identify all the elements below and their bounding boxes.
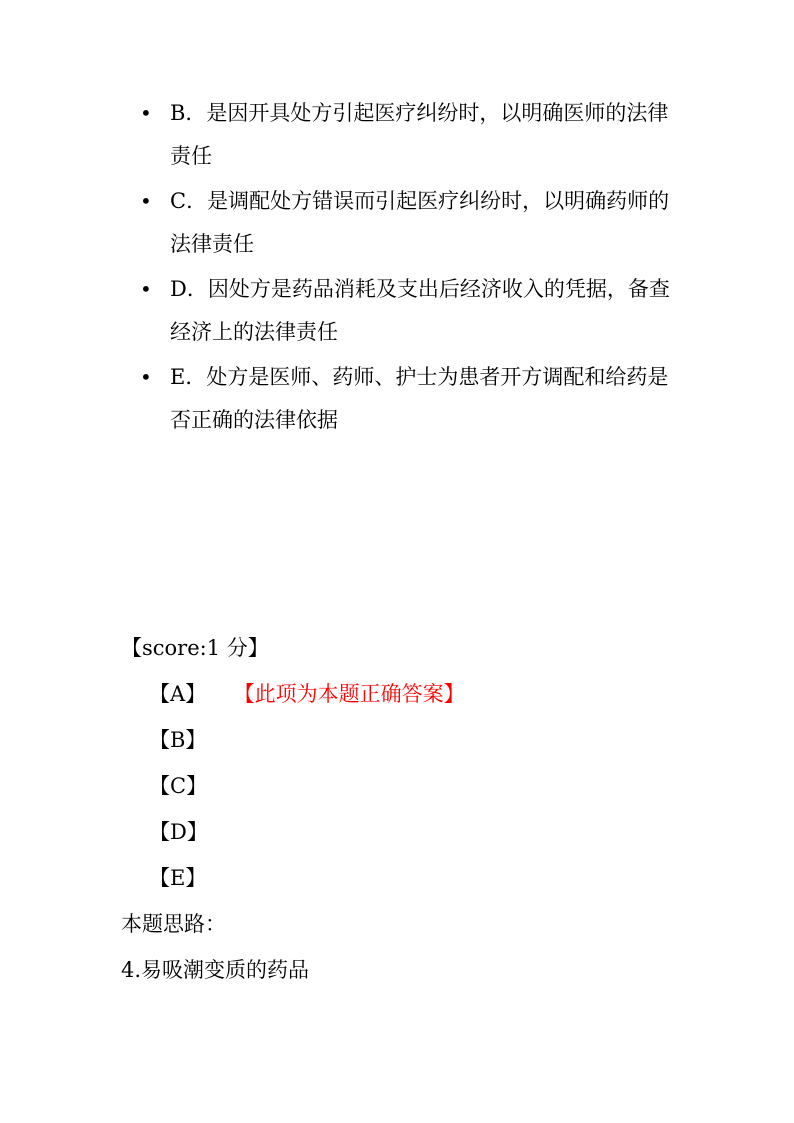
bullet: • — [140, 277, 152, 301]
bullet: • — [140, 365, 152, 389]
option-c — [140, 180, 680, 266]
answer-label: 【B】 — [149, 728, 207, 752]
bullet: • — [140, 101, 152, 125]
option-text: D．因处方是药品消耗及支出后经济收入的凭据，备查经济上的法律责任 — [170, 277, 670, 344]
correct-answer-note: 【此项为本题正确答案】 — [244, 682, 465, 706]
option-text: B．是因开具处方引起医疗纠纷时，以明确医师的法律责任 — [170, 101, 669, 168]
option-text: E．处方是医师、药师、护士为患者开方调配和给药是否正确的法律依据 — [170, 365, 669, 432]
option-list — [140, 92, 680, 444]
answer-row-b — [121, 717, 681, 763]
option-b — [140, 92, 680, 178]
answer-row-a — [121, 671, 681, 717]
answer-label: 【A】 — [149, 682, 207, 706]
answer-label: 【E】 — [149, 866, 207, 890]
answer-label: 【D】 — [149, 820, 208, 844]
explanation-label: 本题思路： — [121, 912, 226, 936]
next-question-title: 4.易吸潮变质的药品 — [121, 958, 310, 982]
answer-section — [121, 625, 681, 993]
bullet: • — [140, 189, 152, 213]
answer-row-d — [121, 809, 681, 855]
score-label: 【score:1 分】 — [121, 636, 269, 660]
answer-row-c — [121, 763, 681, 809]
option-text: C．是调配处方错误而引起医疗纠纷时，以明确药师的法律责任 — [170, 189, 670, 256]
answer-label: 【C】 — [149, 774, 208, 798]
option-e — [140, 356, 680, 442]
answer-row-e — [121, 855, 681, 901]
option-d — [140, 268, 680, 354]
